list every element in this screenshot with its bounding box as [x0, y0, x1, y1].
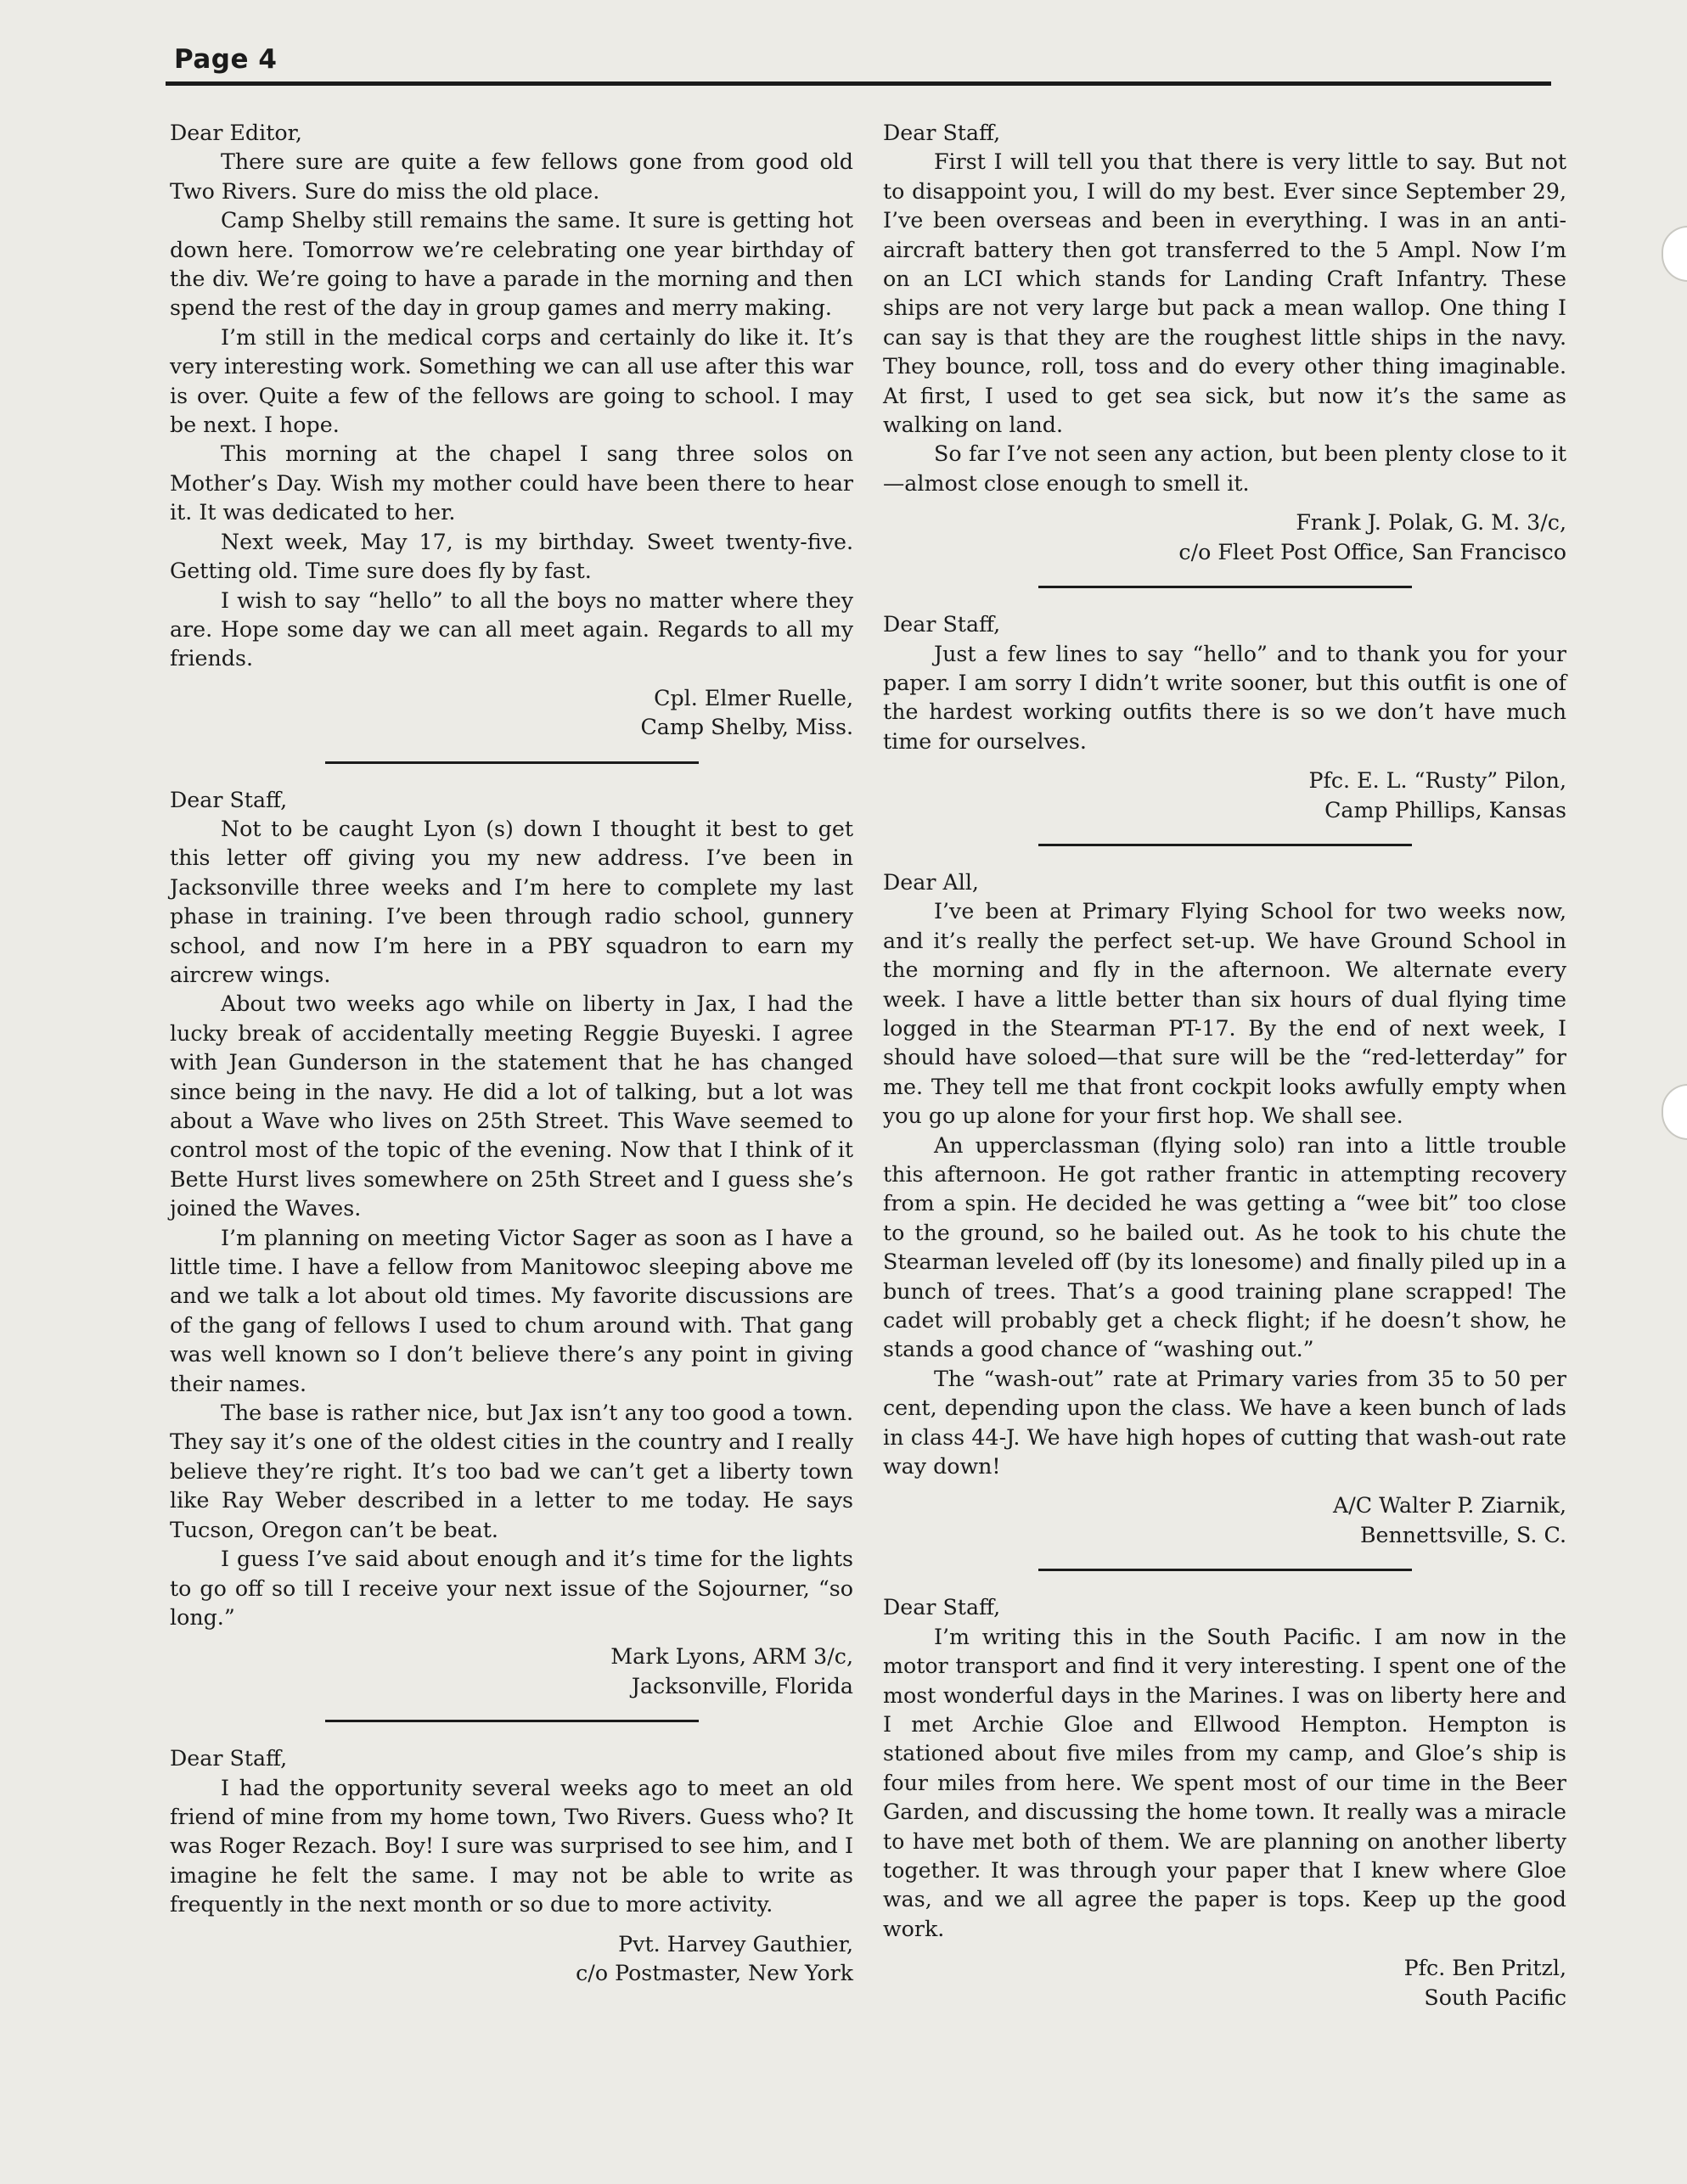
letter-paragraph: There sure are quite a few fellows gone from good old Two Rivers. Sure do miss the old place. [170, 149, 853, 204]
letter-salutation: Dear Editor, [170, 121, 302, 145]
letter-signature-name: Frank J. Polak, G. M. 3/c, [1296, 510, 1566, 536]
letter-paragraph: The “wash-out” rate at Primary varies from 35 to 50 per cent, depending upon the class. We have a keen bunch of lads in class 44-J. We have high hopes of cutting that wash-out rate way down! [883, 1366, 1566, 1479]
binder-punch-hole [1662, 226, 1687, 282]
letter-divider [1038, 844, 1412, 846]
letter-signature-name: Mark Lyons, ARM 3/c, [610, 1644, 853, 1670]
letter-paragraph: I’m still in the medical corps and certainly do like it. It’s very interesting work. Something we can all use after this war is over. Quite a few of the fellows are going to school. I may be next. I hope. [170, 324, 853, 438]
letter-salutation: Dear Staff, [170, 1746, 288, 1771]
letter-paragraph: About two weeks ago while on liberty in Jax, I had the lucky break of accidentally meeting Reggie Buyeski. I agree with Jean Gunderson in the statement that he has changed since being in the navy. He did a lot of talking, but a lot was about a Wave who lives on 25th Street. This Wave seemed to control most of the topic of the evening. Now that I think of it Bette Hurst lives somewhere on 25th Street and I guess she’s joined the Waves. [170, 991, 853, 1221]
header-rule [166, 81, 1551, 86]
letter-signature-location: Camp Phillips, Kansas [1324, 797, 1566, 823]
letter-salutation: Dear Staff, [883, 1595, 1001, 1620]
letter-divider [1038, 586, 1412, 588]
letter-salutation: Dear Staff, [170, 787, 288, 812]
letter [883, 868, 1566, 1550]
letter-paragraph: The base is rather nice, but Jax isn’t any too good a town. They say it’s one of the oldest cities in the country and I really believe they’re right. It’s too bad we can’t get a liberty town like Ray Weber described in a letter to me today. He says Tucson, Oregon can’t be beat. [170, 1401, 853, 1542]
left-column [170, 119, 853, 1988]
letter-signature-location: Bennettsville, S. C. [1359, 1522, 1566, 1547]
letter-paragraph: This morning at the chapel I sang three solos on Mother’s Day. Wish my mother could have been there to hear it. It was dedicated to her. [170, 441, 853, 525]
letter-salutation: Dear All, [883, 869, 979, 895]
letter-signature-location: Camp Shelby, Miss. [640, 715, 853, 740]
letter [883, 610, 1566, 825]
right-column [883, 119, 1566, 2013]
letter-paragraph: First I will tell you that there is very little to say. But not to disappoint you, I will do my best. Ever since September 29, I’ve been overseas and been in everything. I was in an anti-aircraft battery then got transferred to the 5 Ampl. Now I’m on an LCI which stands for Landing Craft Infantry. These ships are not very large but pack a mean wallop. One thing I can say is that they are the roughest little ships in the navy. They bounce, roll, toss and do every other thing imaginable. At first, I used to get sea sick, but now it’s the same as walking on land. [883, 149, 1566, 438]
letter-salutation: Dear Staff, [883, 121, 1001, 145]
letter-divider [325, 761, 699, 764]
letter [170, 1744, 853, 1988]
letter-paragraph: I guess I’ve said about enough and it’s time for the lights to go off so till I receive your next issue of the Sojourner, “so long.” [170, 1547, 853, 1630]
page-number: Page 4 [174, 44, 278, 75]
letter-paragraph: An upperclassman (flying solo) ran into a little trouble this afternoon. He got rather frantic in attempting recovery from a spin. He decided he was getting a “wee bit” too close to the ground, so he bailed out. As he took to his chute the Stearman leveled off (by its lonesome) and finally piled up in a bunch of trees. That’s a good training plane scrapped! The cadet will probably get a check flight; if he doesn’t show, he stands a good chance of “washing out.” [883, 1132, 1566, 1362]
letter-paragraph: I wish to say “hello” to all the boys no matter where they are. Hope some day we can all meet again. Regards to all my friends. [170, 587, 853, 671]
letter-signature-location: South Pacific [1424, 1985, 1566, 2010]
binder-punch-hole [1662, 1084, 1687, 1140]
letter [883, 1593, 1566, 2013]
letter-paragraph: Just a few lines to say “hello” and to thank you for your paper. I am sorry I didn’t write sooner, but this outfit is one of the hardest working outfits there is so we don’t have much time for ourselves. [883, 641, 1566, 754]
letter-divider [1038, 1569, 1412, 1571]
letter-paragraph: I’ve been at Primary Flying School for two weeks now, and it’s really the perfect set-up. We have Ground School in the morning and fly in the afternoon. We alternate every week. I have a little better than six hours of dual flying time logged in the Stearman PT-17. By the end of next week, I should have soloed—that sure will be the “red-letterday” for me. They tell me that front cockpit looks awfully empty when you go up alone for your first hop. We shall see. [883, 899, 1566, 1129]
letter-signature-location: c/o Fleet Post Office, San Francisco [1178, 539, 1566, 564]
letter-signature-name: A/C Walter P. Ziarnik, [1332, 1493, 1566, 1519]
letter-divider [325, 1720, 699, 1722]
letter [883, 119, 1566, 567]
letter-signature-name: Pvt. Harvey Gauthier, [618, 1931, 853, 1957]
letter-signature-location: Jacksonville, Florida [631, 1673, 853, 1698]
letter-paragraph: I had the opportunity several weeks ago to meet an old friend of mine from my home town, Two Rivers. Guess who? It was Roger Rezach. Boy! I sure was surprised to see him, and I imagine he felt the same. I may not be able to write as frequently in the next month or so due to more activity. [170, 1775, 853, 1917]
letter-paragraph: Camp Shelby still remains the same. It sure is getting hot down here. Tomorrow we’re celebrating one year birthday of the div. We’re going to have a parade in the morning and then spend the rest of the day in group games and merry making. [170, 208, 853, 321]
letter-paragraph: Next week, May 17, is my birthday. Sweet twenty-five. Getting old. Time sure does fly by fast. [170, 529, 853, 584]
letter-paragraph: Not to be caught Lyon (s) down I thought it best to get this letter off giving you my new address. I’ve been in Jacksonville three weeks and I’m here to complete my last phase in training. I’ve been through radio school, gunnery school, and now I’m here in a PBY squadron to earn my aircrew wings. [170, 816, 853, 987]
letter-paragraph: So far I’ve not seen any action, but been plenty close to it—almost close enough to smell it. [883, 441, 1566, 496]
letter-signature-name: Cpl. Elmer Ruelle, [654, 685, 853, 710]
letter [170, 786, 853, 1702]
letter-salutation: Dear Staff, [883, 612, 1001, 637]
letter-paragraph: I’m planning on meeting Victor Sager as soon as I have a little time. I have a fellow from Manitowoc sleeping above me and we talk a lot about old times. My favorite discussions are of the gang of fellows I used to chum around with. That gang was well known so I don’t believe there’s any point in giving their names. [170, 1225, 853, 1396]
letter-signature-location: c/o Postmaster, New York [576, 1960, 853, 1985]
letter [170, 119, 853, 743]
letter-signature-name: Pfc. E. L. “Rusty” Pilon, [1308, 768, 1566, 794]
letter-paragraph: I’m writing this in the South Pacific. I am now in the motor transport and find it very interesting. I spent one of the most wonderful days in the Marines. I was on liberty here and I met Archie Gloe and Ellwood Hempton. Hempton is stationed about five miles from my camp, and Gloe’s ship is four miles from here. We spent most of our time in the Beer Garden, and discussing the home town. It really was a miracle to have met both of them. We are planning on another liberty together. It was through your paper that I knew where Gloe was, and we all agree the paper is tops. Keep up the good work. [883, 1624, 1566, 1941]
letter-signature-name: Pfc. Ben Pritzl, [1403, 1956, 1566, 1981]
